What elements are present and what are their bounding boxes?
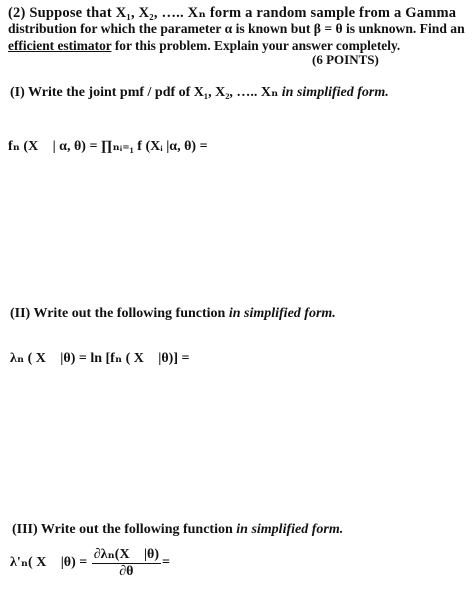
part-2-heading — [10, 306, 336, 322]
part-1-heading-emphasis: in simplified form. — [281, 85, 389, 100]
problem-statement-line-3-rest: for this problem. Explain your answer completely. — [111, 38, 401, 53]
part-3-equation-rhs: = — [162, 555, 170, 571]
points-label: (6 POINTS) — [312, 52, 379, 67]
part-2-heading-emphasis: in simplified form. — [228, 306, 336, 321]
part-2-equation: λₙ ( X⃗ |θ) = ln [fₙ ( X⃗ |θ)] = — [10, 351, 190, 366]
derivative-fraction — [92, 546, 161, 580]
part-3-heading-emphasis: in simplified form. — [236, 522, 344, 537]
part-2-heading-text: (II) Write out the following function — [10, 306, 229, 321]
part-3-equation — [10, 546, 170, 580]
fraction-numerator: ∂λₙ(X⃗ |θ) — [93, 547, 160, 562]
part-3-heading — [12, 522, 343, 538]
part-1-heading-text: (I) Write the joint pmf / pdf of X₁, X₂, ….. Xₙ — [10, 85, 282, 100]
part-3-heading-text: (III) Write out the following function — [12, 522, 237, 537]
part-1-heading — [10, 84, 389, 101]
part-1-equation: fₙ (X⃗ | α, θ) = ∏ₙᵢ₌₁ f (Xᵢ |α, θ) = — [8, 139, 208, 154]
fraction-denominator: ∂θ — [119, 564, 134, 579]
problem-statement-line-1: (2) Suppose that X₁, X₂, ….. Xₙ form a random sample from a Gamma — [8, 5, 457, 21]
part-3-equation-lhs: λ'ₙ( X⃗ |θ) = — [10, 555, 91, 571]
efficient-estimator-term: efficient estimator — [8, 38, 112, 53]
problem-statement-line-2: distribution for which the parameter α is known but β = θ is unknown. Find an — [8, 21, 465, 36]
